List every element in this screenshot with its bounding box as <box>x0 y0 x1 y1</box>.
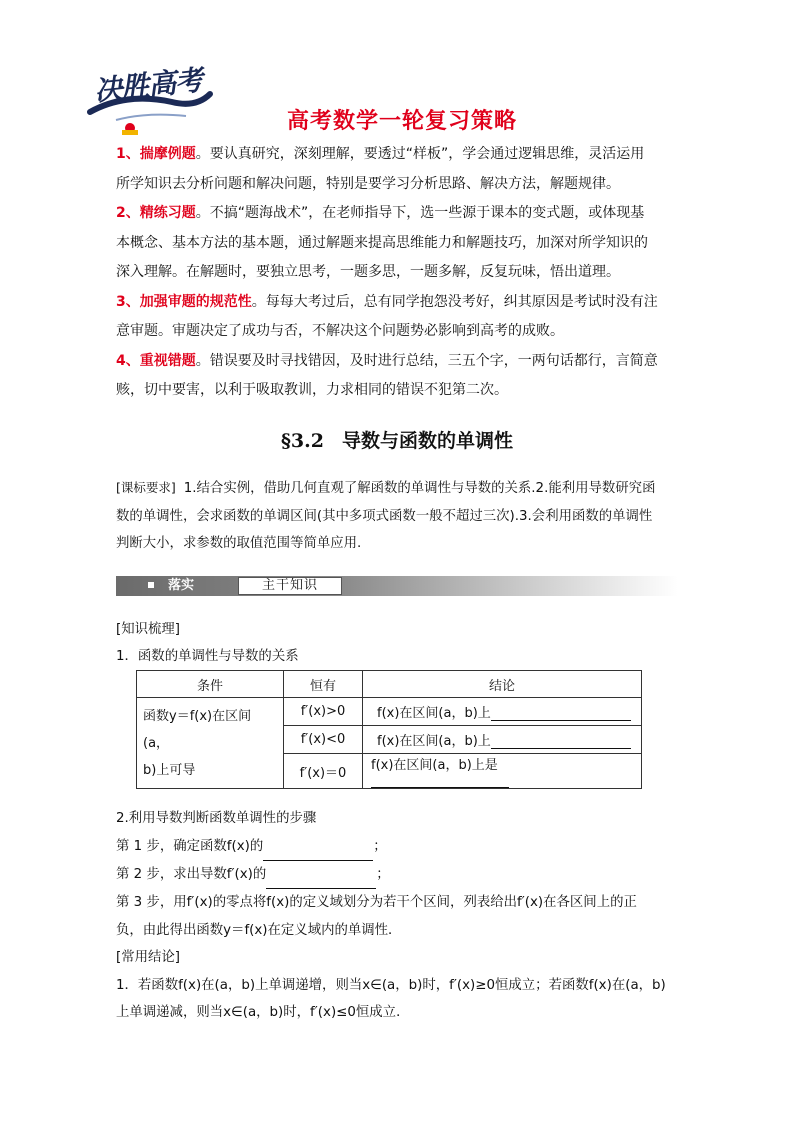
logo-text: 决胜高考 <box>92 63 204 108</box>
table-row <box>137 698 642 726</box>
section-heading: 导数与函数的单调性 <box>341 430 513 452</box>
page-title: 高考数学一轮复习策略 <box>286 109 517 134</box>
conclusion-cell: f(x)在区间(a，b)上是 <box>363 754 642 789</box>
course-requirements: [课标要求] 1.结合实例，借助几何直观了解函数的单调性与导数的关系.2.能利用导数研究函 数的单调性，会求函数的单调区间(其中多项式函数一般不超过三次).3.会利用函数的单调性 判断大小，求参数的取值范围等简单应用. <box>116 480 656 551</box>
condition-cell: 函数y＝f(x)在区间(a， b)上可导 <box>137 698 284 789</box>
answer-blank[interactable] <box>266 874 376 889</box>
conclusion-cell: f(x)在区间(a，b)上 <box>363 726 642 754</box>
table-header-row <box>137 671 642 698</box>
step-2: 第 2 步，求出导数f′(x)的 ； <box>116 861 682 889</box>
section-banner <box>116 576 678 596</box>
knowledge-item-1: 1．函数的单调性与导数的关系 <box>116 649 299 664</box>
answer-blank[interactable] <box>491 734 631 749</box>
has-cell: f′(x)＝0 <box>284 754 363 789</box>
steps-block <box>116 805 682 945</box>
step-1: 第 1 步，确定函数f(x)的 ； <box>116 833 682 861</box>
knowledge-head: [知识梳理] <box>116 622 181 637</box>
common-item-1: 1．若函数f(x)在(a，b)上单调递增，则当x∈(a，b)时，f′(x)≥0恒成立；若函数f(x)在(a，b) 上单调递减，则当x∈(a，b)时，f′(x)≤0恒成立． <box>116 977 666 1020</box>
header-condition: 条件 <box>137 671 284 698</box>
strategy-item-1: 1、揣摩例题。要认真研究，深刻理解，要透过“样板”，学会通过逻辑思维，灵活运用 所学知识去分析问题和解决问题，特别是要学习分析思路、解决方法，解题规律。 <box>116 146 645 192</box>
answer-blank[interactable] <box>371 773 509 788</box>
section-title <box>0 426 794 453</box>
monotonicity-table <box>136 670 642 789</box>
answer-blank[interactable] <box>263 846 373 861</box>
has-cell: f′(x)>0 <box>284 698 363 726</box>
conclusion-cell: f(x)在区间(a，b)上 <box>363 698 642 726</box>
header-has: 恒有 <box>284 671 363 698</box>
step-3: 第 3 步，用f′(x)的零点将f(x)的定义域划分为若干个区间，列表给出f′(x)在各区间上的正 负，由此得出函数y＝f(x)在定义域内的单调性． <box>116 895 637 938</box>
requirements-tag: [课标要求] <box>116 480 176 495</box>
section-number: §3.2 <box>280 430 324 452</box>
strategy-item-2: 2、精练习题。不搞“题海战术”，在老师指导下，选一些源于课本的变式题，或体现基 本概念、基本方法的基本题，通过解题来提高思维能力和解题技巧，加深对所学知识的 深入理解。在解题时，要独立思考，一题多思，一题多解，反复玩味，悟出道理。 <box>116 205 648 280</box>
banner-tag-secondary: 主干知识 <box>238 577 342 595</box>
answer-blank[interactable] <box>491 706 631 721</box>
banner-tag-primary: 落实 <box>124 577 236 595</box>
strategy-item-3: 3、加强审题的规范性。每每大考过后，总有同学抱怨没考好，纠其原因是考试时没有注 意审题。审题决定了成功与否，不解决这个问题势必影响到高考的成败。 <box>116 293 658 339</box>
common-head: [常用结论] <box>116 950 181 965</box>
strategy-list <box>116 140 682 406</box>
has-cell: f′(x)<0 <box>284 726 363 754</box>
square-bullet-icon <box>148 582 154 588</box>
strategy-item-4: 4、重视错题。错误要及时寻找错因，及时进行总结，三五个字，一两句话都行，言简意 赅，切中要害，以利于吸取教训，力求相同的错误不犯第二次。 <box>116 352 658 398</box>
common-conclusions <box>116 944 682 1027</box>
header-conclusion: 结论 <box>363 671 642 698</box>
steps-title: 2.利用导数判断函数单调性的步骤 <box>116 811 317 826</box>
